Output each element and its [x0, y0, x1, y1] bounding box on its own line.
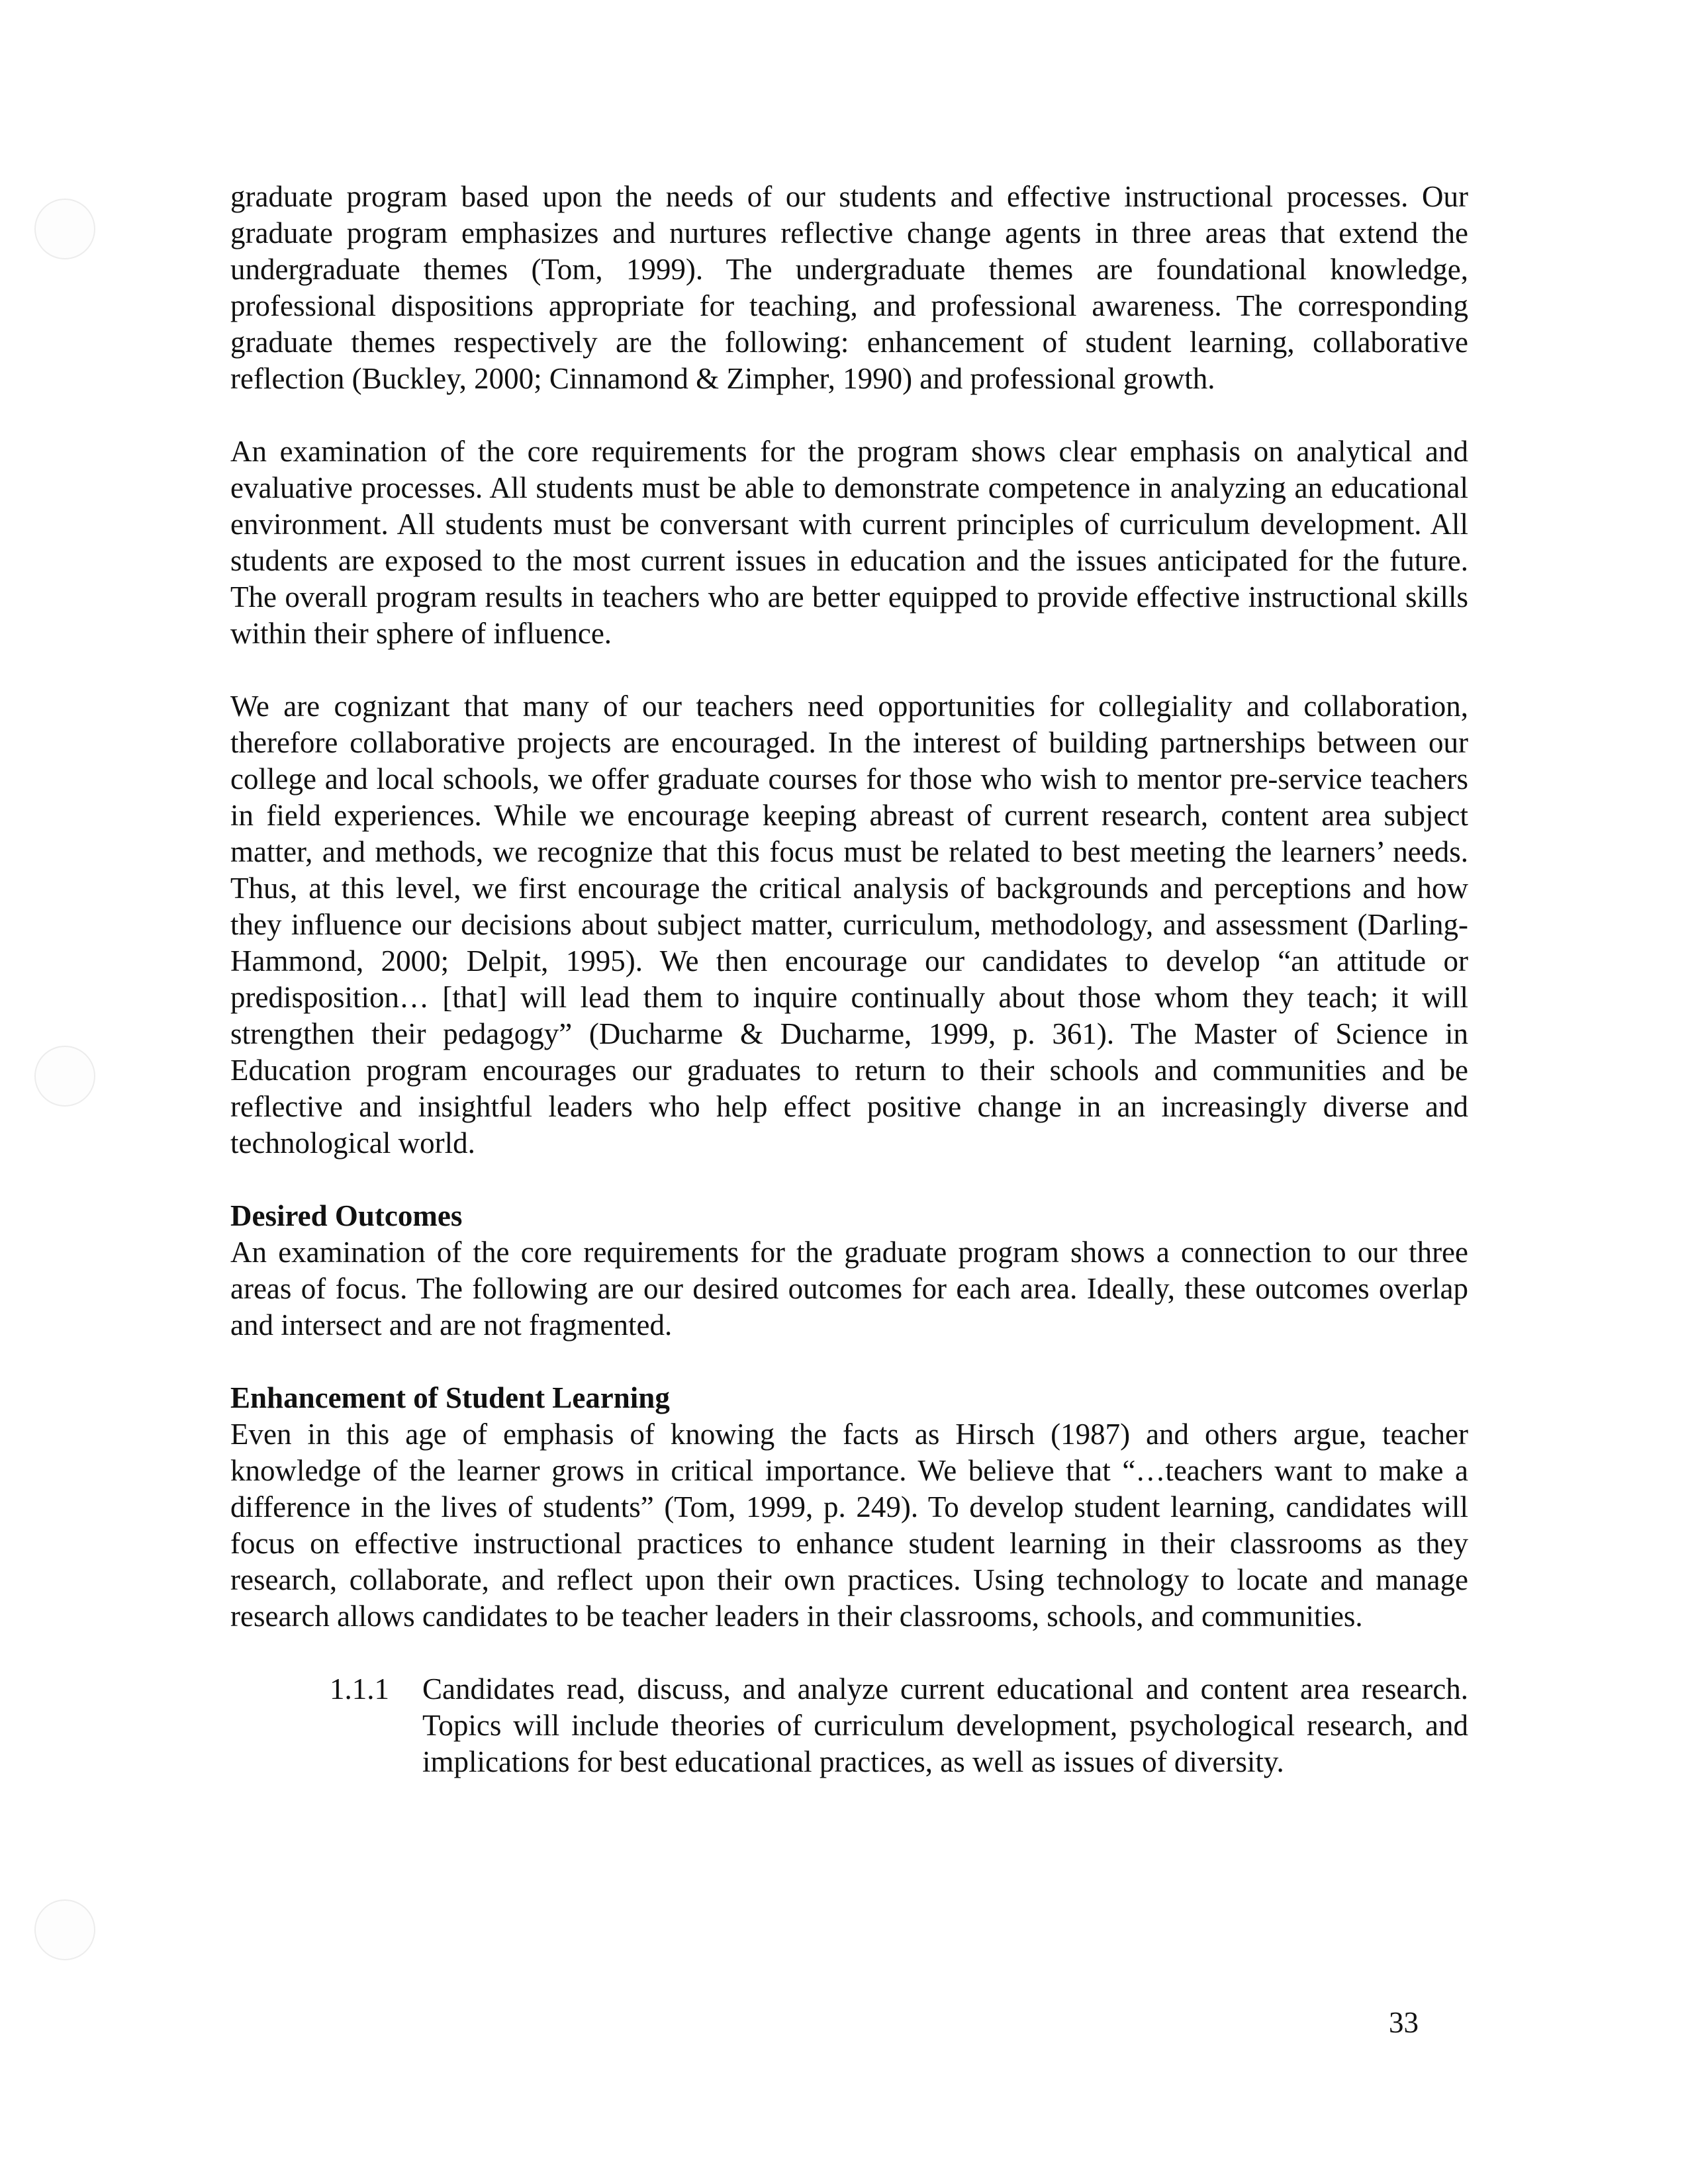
paragraph-core-requirements: An examination of the core requirements for the program shows clear emphasis on analytical and evaluative processes. All students must be able to demonstrate competence in analyzing an educational environment. All students must be conversant with current principles of curriculum development. All students are exposed to the most current issues in education and the issues anticipated for the future. The overall program results in teachers who are better equipped to provide effective instructional skills within their sphere of influence.	[230, 435, 1468, 650]
list-item	[230, 1671, 1468, 1780]
section-enhancement-student-learning	[230, 1380, 1468, 1635]
page-number: 33	[1389, 2006, 1419, 2039]
section-desired-outcomes	[230, 1198, 1468, 1343]
binder-hole-middle	[34, 1046, 95, 1107]
enhancement-heading: Enhancement of Student Learning	[230, 1381, 670, 1414]
enhancement-text: Even in this age of emphasis of knowing the facts as Hirsch (1987) and others argue, teacher knowledge of the learner grows in critical importance. We believe that “…teachers want to make a difference in the lives of students” (Tom, 1999, p. 249). To develop student learning, candidates will focus on effective instructional practices to enhance student learning in their classrooms as they research, collaborate, and reflect upon their own practices. Using technology to locate and manage research allows candidates to be teacher leaders in their classrooms, schools, and communities.	[230, 1418, 1468, 1633]
paragraph-graduate-themes: graduate program based upon the needs of our students and effective instructional processes. Our graduate program emphasizes and nurtures reflective change agents in three areas that extend the undergraduate themes (Tom, 1999). The undergraduate themes are foundational knowledge, professional dispositions appropriate for teaching, and professional awareness. The corresponding graduate themes respectively are the following: enhancement of student learning, collaborative reflection (Buckley, 2000; Cinnamond & Zimpher, 1990) and professional growth.	[230, 180, 1468, 395]
binder-hole-top	[34, 199, 95, 259]
list-item-number: 1.1.1	[330, 1672, 389, 1706]
page-content	[230, 179, 1468, 1780]
binder-hole-bottom	[34, 1899, 95, 1960]
desired-outcomes-heading: Desired Outcomes	[230, 1199, 463, 1232]
desired-outcomes-text: An examination of the core requirements for the graduate program shows a connection to our three areas of focus. The following are our desired outcomes for each area. Ideally, these outcomes overlap and intersect and are not fragmented.	[230, 1236, 1468, 1342]
paragraph-collegiality: We are cognizant that many of our teachers need opportunities for collegiality and collaboration, therefore collaborative projects are encouraged. In the interest of building partnerships between our college and local schools, we offer graduate courses for those who wish to mentor pre-service teachers in field experiences. While we encourage keeping abreast of current research, content area subject matter, and methods, we recognize that this focus must be related to best meeting the learners’ needs. Thus, at this level, we first encourage the critical analysis of backgrounds and perceptions and how they influence our decisions about subject matter, curriculum, methodology, and assessment (Darling-Hammond, 2000; Delpit, 1995). We then encourage our candidates to develop “an attitude or predisposition… [that] will lead them to inquire continually about those whom they teach; it will strengthen their pedagogy” (Ducharme & Ducharme, 1999, p. 361). The Master of Science in Education program encourages our graduates to return to their schools and communities and be reflective and insightful leaders who help effect positive change in an increasingly diverse and technological world.	[230, 690, 1468, 1160]
list-item-text: Candidates read, discuss, and analyze current educational and content area research. Topics will include theories of curriculum development, psychological research, and implications for best educational practices, as well as issues of diversity.	[422, 1672, 1468, 1778]
